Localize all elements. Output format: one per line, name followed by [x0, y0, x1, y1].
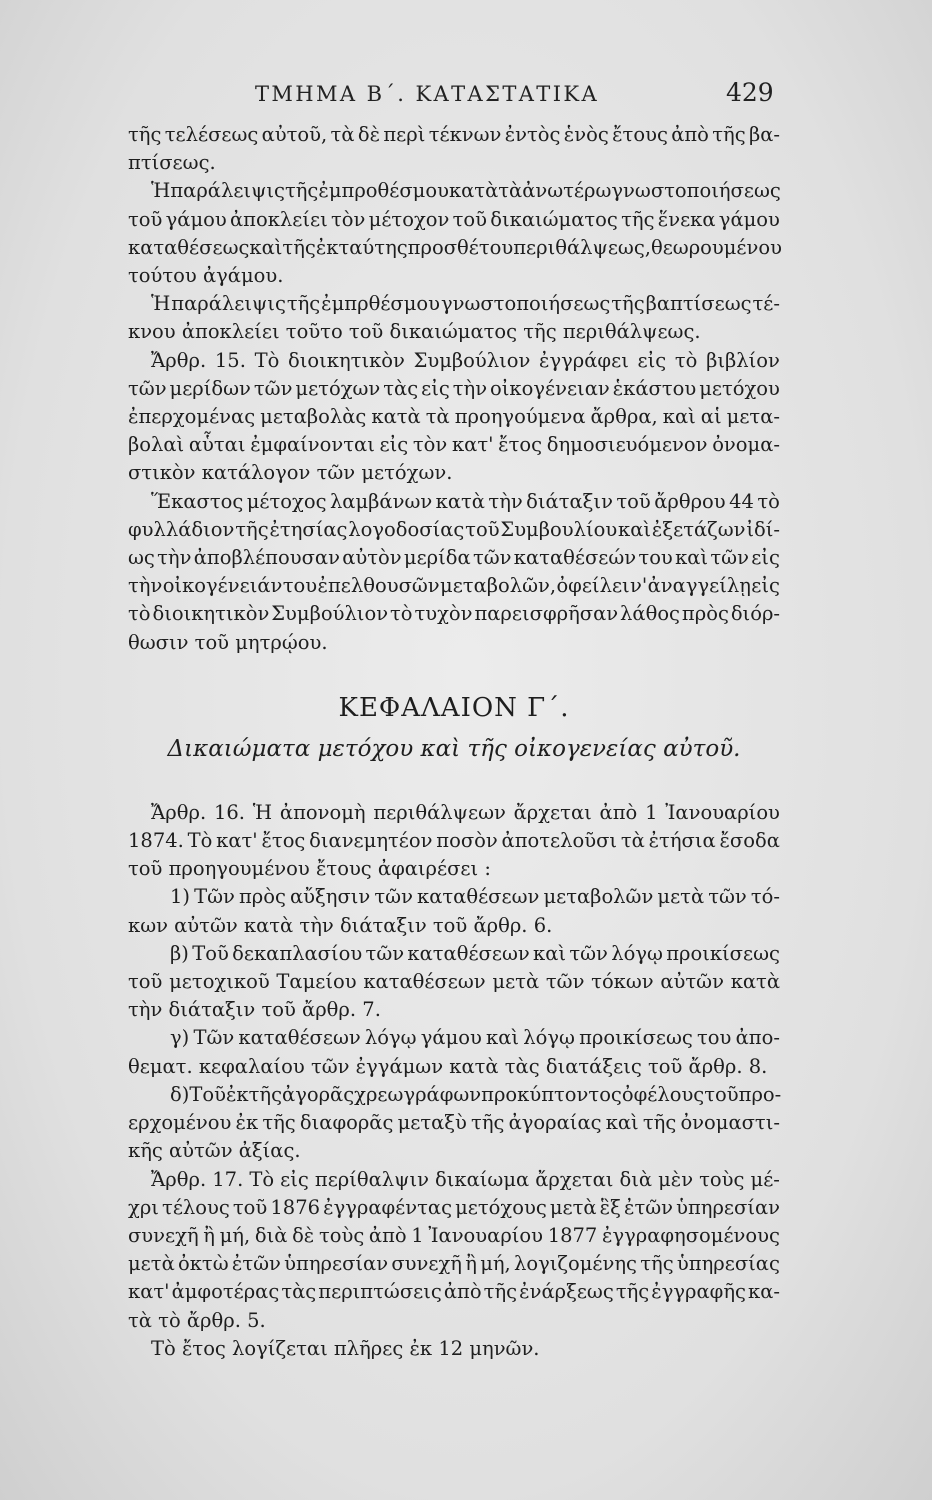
text-line: συνεχῆ ἢ μή, διὰ δὲ τοὺς ἀπὸ 1 Ἰανουαρίου 1877 ἐγγραφησομένους [128, 1223, 780, 1247]
text-line: μετὰ ὀκτὼ ἐτῶν ὑπηρεσίαν συνεχῆ ἢ μή, λογιζομένης τῆς ὑπηρεσίας [128, 1252, 780, 1276]
list-item [128, 1024, 780, 1080]
paragraph [128, 121, 780, 177]
paragraph [128, 488, 780, 657]
list-item [128, 883, 780, 939]
text-line: τῶν μερίδων τῶν μετόχων τὰς εἰς τὴν οἰκογένειαν ἑκάστου μετόχου [128, 376, 780, 400]
section-title: ΤΜΗΜΑ Β΄. ΚΑΤΑΣΤΑΤΙΚΑ [255, 82, 600, 106]
article-15 [128, 347, 780, 488]
list-item [128, 940, 780, 1025]
text-line: Ἡ παράλειψις τῆς ἐμπροθέσμου κατὰ τὰ ἀνωτέρω γνωστοποιήσεως [151, 179, 781, 203]
text-line: κνου ἀποκλείει τοῦτο τοῦ δικαιώματος τῆς περιθάλψεως. [128, 320, 701, 344]
text-line: ερχομένου ἐκ τῆς διαφορᾶς μεταξὺ τῆς ἀγοραίας καὶ τῆς ὀνομαστι- [128, 1111, 780, 1135]
page-number: 429 [726, 78, 774, 107]
chapter-title: ΚΕΦΑΛΑΙΟΝ Γ΄. [338, 692, 570, 723]
text-line: καταθέσεως καὶ τῆς ἐκ ταύτης προσθέτου περιθάλψεως, θεωρουμένου [128, 235, 782, 259]
text-line: τούτου ἀγάμου. [128, 264, 284, 288]
text-line: τὴν διάταξιν τοῦ ἄρθρ. 7. [128, 998, 381, 1022]
text-line: 1874. Τὸ κατ' ἔτος διανεμητέον ποσὸν ἀποτελοῦσι τὰ ἐτήσια ἔσοδα [128, 829, 780, 853]
text-line: τοῦ γάμου ἀποκλείει τὸν μέτοχον τοῦ δικαιώματος τῆς ἕνεκα γάμου [128, 207, 780, 231]
text-line: θεματ. κεφαλαίου τῶν ἐγγάμων κατὰ τὰς διατάξεις τοῦ ἄρθρ. 8. [128, 1054, 768, 1078]
text-line: βολαὶ αὗται ἐμφαίνονται εἰς τὸν κατ' ἔτος δημοσιευόμενον ὀνομα- [128, 433, 780, 457]
text-line: τοῦ προηγουμένου ἔτους ἀφαιρέσει : [128, 857, 491, 881]
text-line: χρι τέλους τοῦ 1876 ἐγγραφέντας μετόχους μετὰ ἓξ ἐτῶν ὑπηρεσίαν [128, 1195, 780, 1219]
text-line: τὸ διοικητικὸν Συμβούλιον τὸ τυχὸν παρεισφρῆσαν λάθος πρὸς διόρ- [128, 602, 780, 626]
text-line: Ἄρθρ. 16. Ἡ ἀπονομὴ περιθάλψεων ἄρχεται ἀπὸ 1 Ἰανουαρίου [151, 800, 780, 824]
text-line: Ἄρθρ. 17. Τὸ εἰς περίθαλψιν δικαίωμα ἄρχεται διὰ μὲν τοὺς μέ- [151, 1167, 780, 1191]
paragraph [128, 1335, 780, 1363]
text-line: θωσιν τοῦ μητρῴου. [128, 630, 328, 654]
text-line: β) Τοῦ δεκαπλασίου τῶν καταθέσεων καὶ τῶν λόγῳ προικίσεως [170, 941, 780, 965]
running-header [0, 78, 932, 122]
text-line: κατ' ἀμφοτέρας τὰς περιπτώσεις ἀπὸ τῆς ἐνάρξεως τῆς ἐγγραφῆς κα- [128, 1280, 780, 1304]
paragraph [128, 290, 780, 346]
paragraph [128, 177, 780, 290]
text-line: ως τὴν ἀποβλέπουσαν αὐτὸν μερίδα τῶν καταθέσεών του καὶ τῶν εἰς [128, 546, 780, 570]
text-line: κων αὐτῶν κατὰ τὴν διάταξιν τοῦ ἄρθρ. 6. [128, 913, 553, 937]
text-line: 1) Τῶν πρὸς αὔξησιν τῶν καταθέσεων μεταβολῶν μετὰ τῶν τό- [170, 885, 780, 909]
text-line: δ) Τοῦ ἐκ τῆς ἀγορᾶς χρεωγράφων προκύπτοντος ὀφέλους τοῦ προ- [170, 1082, 782, 1106]
list-item [128, 1081, 780, 1166]
page-body [128, 121, 780, 1363]
text-line: κῆς αὐτῶν ἀξίας. [128, 1139, 301, 1163]
text-line: τὰ τὸ ἄρθρ. 5. [128, 1308, 266, 1332]
chapter-subtitle: Δικαιώματα μετόχου καὶ τῆς οἰκογενείας αὐτοῦ. [167, 735, 741, 762]
text-line: Ἡ παράλειψις τῆς ἐμπρθέσμου γνωστοποιήσεως τῆς βαπτίσεως τέ- [151, 292, 780, 316]
article-16 [128, 799, 780, 884]
text-line: τοῦ μετοχικοῦ Ταμείου καταθέσεων μετὰ τῶν τόκων αὐτῶν κατὰ [128, 970, 780, 994]
text-line: Ἕκαστος μέτοχος λαμβάνων κατὰ τὴν διάταξιν τοῦ ἄρθρου 44 τὸ [151, 489, 780, 513]
text-line: Τὸ ἔτος λογίζεται πλῆρες ἐκ 12 μηνῶν. [151, 1336, 540, 1360]
text-line: στικὸν κατάλογον τῶν μετόχων. [128, 461, 453, 485]
text-line: φυλλάδιον τῆς ἐτησίας λογοδοσίας τοῦ Συμβουλίου καὶ ἐξετάζων ἰδί- [128, 517, 780, 541]
text-line: πτίσεως. [128, 151, 216, 175]
text-line: Ἄρθρ. 15. Τὸ διοικητικὸν Συμβούλιον ἐγγράφει εἰς τὸ βιβλίον [151, 348, 780, 372]
article-17 [128, 1166, 780, 1335]
text-line: τῆς τελέσεως αὐτοῦ, τὰ δὲ περὶ τέκνων ἐντὸς ἑνὸς ἔτους ἀπὸ τῆς βα- [128, 123, 780, 146]
text-line: τὴν οἰκογένειάν του ἐπελθουσῶν μεταβολῶν, ὀφείλει ν' ἀναγγείλῃ εἰς [128, 574, 780, 598]
text-line: ἐπερχομένας μεταβολὰς κατὰ τὰ προηγούμενα ἄρθρα, καὶ αἱ μετα- [128, 405, 780, 429]
text-line: γ) Τῶν καταθέσεων λόγῳ γάμου καὶ λόγῳ προικίσεως του ἀπο- [170, 1026, 780, 1050]
